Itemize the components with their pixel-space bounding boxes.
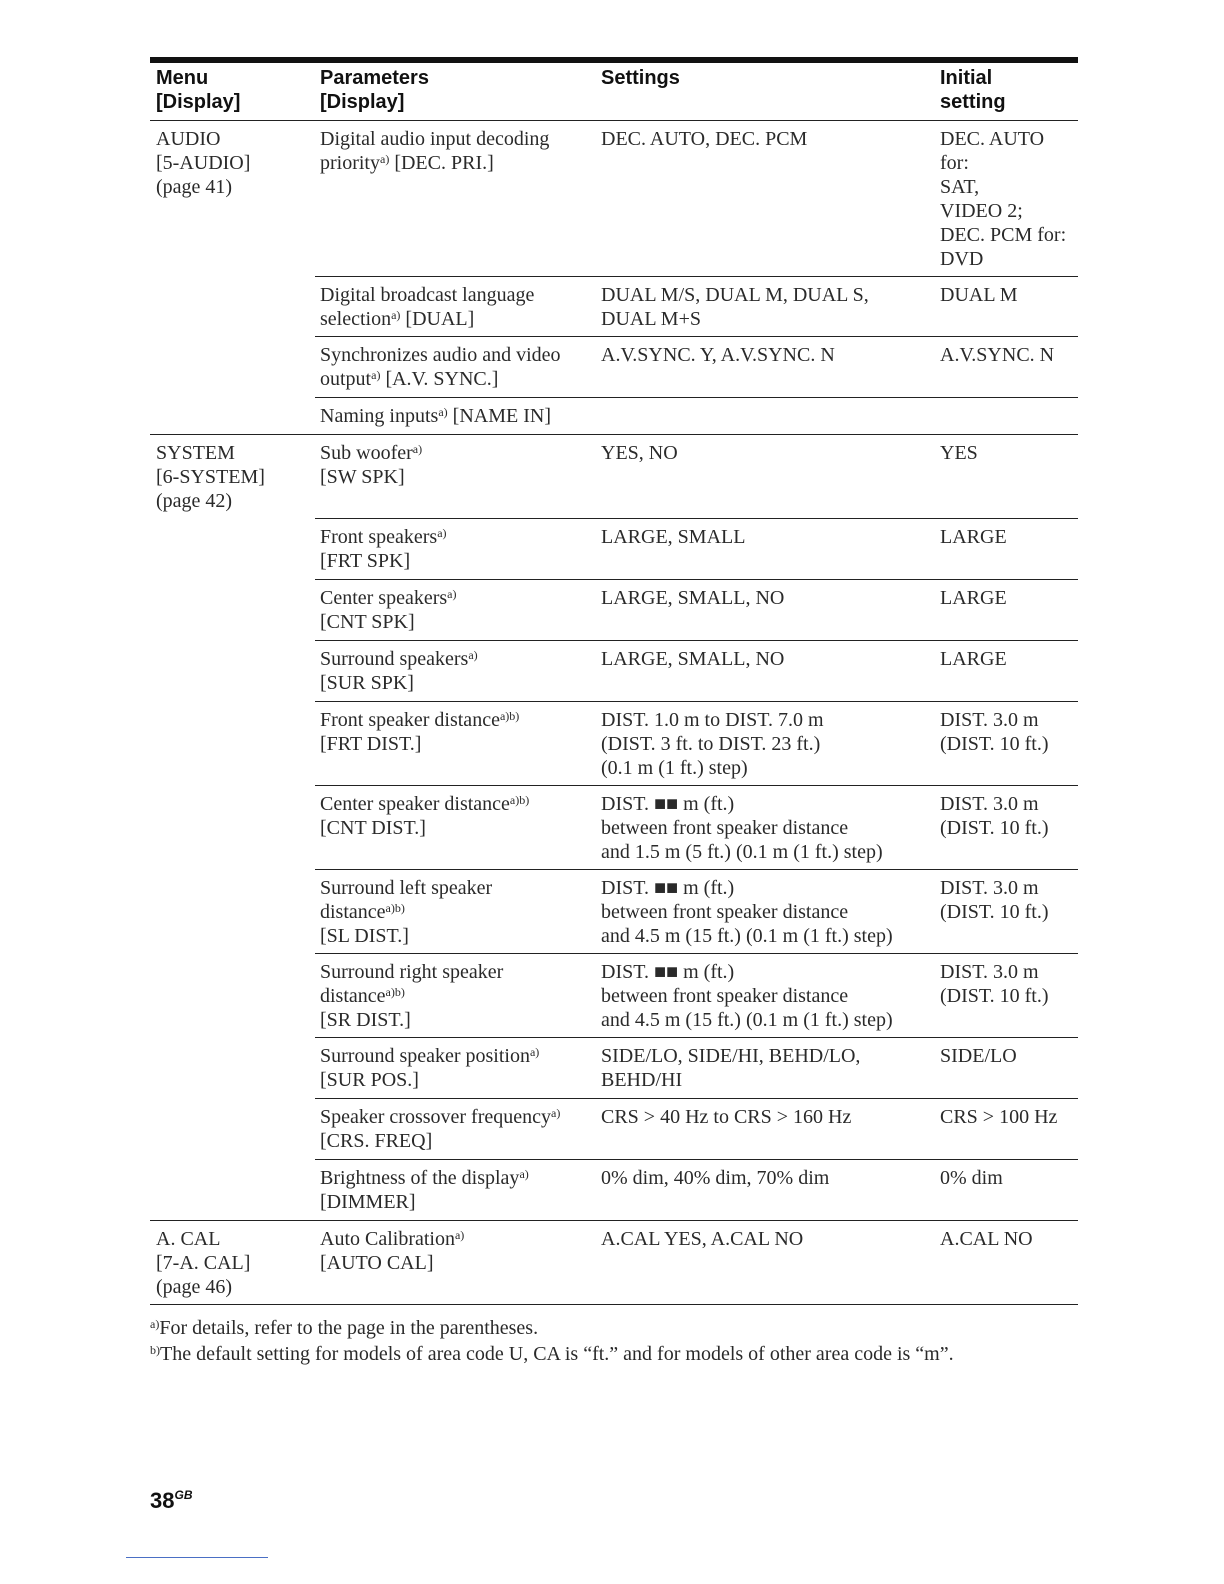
menu-cell bbox=[156, 441, 265, 513]
cell-line: [AUTO CAL] bbox=[320, 1252, 434, 1274]
cell-line: Auto Calibration$^{a)}$ bbox=[320, 1228, 465, 1250]
column-header bbox=[156, 66, 240, 114]
cell-line: DIST. ■■ m (ft.) bbox=[601, 877, 735, 899]
settings-cell bbox=[601, 525, 745, 549]
cell-line: Center speakers$^{a)}$ bbox=[320, 587, 457, 609]
cell-line: YES, NO bbox=[601, 442, 678, 464]
cell-line: [6-SYSTEM] bbox=[156, 466, 265, 488]
cell-line: SIDE/LO, SIDE/HI, BEHD/LO, bbox=[601, 1045, 861, 1067]
cell-line: distance$^{a)b)}$ bbox=[320, 985, 405, 1007]
column-header-line: Initial bbox=[940, 67, 993, 89]
initial-cell bbox=[940, 1166, 1003, 1190]
param-cell bbox=[320, 127, 549, 175]
column-header-line: [Display] bbox=[320, 91, 405, 113]
cell-line: LARGE bbox=[940, 526, 1007, 548]
cell-line: and 4.5 m (15 ft.) (0.1 m (1 ft.) step) bbox=[601, 925, 893, 947]
cell-line: for: bbox=[940, 152, 969, 174]
cell-line: (DIST. 3 ft. to DIST. 23 ft.) bbox=[601, 733, 821, 755]
row-divider bbox=[315, 276, 1078, 277]
cell-line: YES bbox=[940, 442, 978, 464]
row-divider bbox=[315, 640, 1078, 641]
cell-line: Center speaker distance$^{a)b)}$ bbox=[320, 793, 530, 815]
cell-line: Front speakers$^{a)}$ bbox=[320, 526, 447, 548]
cell-line: [SUR POS.] bbox=[320, 1069, 419, 1091]
column-header-line: Parameters bbox=[320, 67, 429, 89]
settings-cell bbox=[601, 343, 835, 367]
settings-cell bbox=[601, 1166, 829, 1190]
cell-line: [FRT DIST.] bbox=[320, 733, 422, 755]
param-cell bbox=[320, 1044, 539, 1092]
cell-line: DIST. 1.0 m to DIST. 7.0 m bbox=[601, 709, 824, 731]
initial-cell bbox=[940, 708, 1049, 756]
settings-cell bbox=[601, 127, 807, 151]
cell-line: Speaker crossover frequency$^{a)}$ bbox=[320, 1106, 561, 1128]
row-divider bbox=[315, 579, 1078, 580]
cell-line: CRS > 100 Hz bbox=[940, 1106, 1058, 1128]
cell-line: DEC. AUTO bbox=[940, 128, 1045, 150]
cell-line: between front speaker distance bbox=[601, 817, 849, 839]
cell-line: [SW SPK] bbox=[320, 466, 405, 488]
initial-cell bbox=[940, 127, 1066, 271]
column-header-line: [Display] bbox=[156, 91, 241, 113]
cell-line: SAT, bbox=[940, 176, 980, 198]
initial-cell bbox=[940, 647, 1007, 671]
cell-line: LARGE, SMALL bbox=[601, 526, 746, 548]
cell-line: distance$^{a)b)}$ bbox=[320, 901, 405, 923]
cell-line: between front speaker distance bbox=[601, 985, 849, 1007]
param-cell bbox=[320, 792, 529, 840]
cell-line: (DIST. 10 ft.) bbox=[940, 985, 1049, 1007]
header-rule bbox=[150, 120, 1078, 121]
cell-line: Synchronizes audio and video bbox=[320, 344, 561, 366]
cell-line: [5-AUDIO] bbox=[156, 152, 251, 174]
row-divider bbox=[315, 397, 1078, 398]
cell-line: (page 42) bbox=[156, 490, 233, 512]
row-divider bbox=[315, 336, 1078, 337]
cell-line: DIST. ■■ m (ft.) bbox=[601, 961, 735, 983]
cell-line: [FRT SPK] bbox=[320, 550, 411, 572]
row-divider bbox=[315, 518, 1078, 519]
cell-line: Digital audio input decoding bbox=[320, 128, 550, 150]
cell-line: [SR DIST.] bbox=[320, 1009, 411, 1031]
footnote: $^{b)}$The default setting for models of area code U, CA is “ft.” and for models of other area code is “m”. bbox=[150, 1343, 954, 1365]
param-cell bbox=[320, 1166, 529, 1214]
cell-line: Surround speaker position$^{a)}$ bbox=[320, 1045, 540, 1067]
cell-line: 0% dim, 40% dim, 70% dim bbox=[601, 1167, 830, 1189]
cell-line: Surround speakers$^{a)}$ bbox=[320, 648, 478, 670]
cell-line: (0.1 m (1 ft.) step) bbox=[601, 757, 748, 779]
settings-cell bbox=[601, 1044, 860, 1092]
cell-line: AUDIO bbox=[156, 128, 221, 150]
cell-line: [CRS. FREQ] bbox=[320, 1130, 433, 1152]
row-divider bbox=[315, 1098, 1078, 1099]
param-cell bbox=[320, 283, 534, 331]
cell-line: output$^{a)}$ [A.V. SYNC.] bbox=[320, 368, 499, 390]
column-header bbox=[320, 66, 429, 114]
cell-line: 0% dim bbox=[940, 1167, 1003, 1189]
row-divider bbox=[315, 1037, 1078, 1038]
bottom-link-line bbox=[126, 1557, 268, 1558]
cell-line: DEC. AUTO, DEC. PCM bbox=[601, 128, 808, 150]
initial-cell bbox=[940, 960, 1049, 1008]
param-cell bbox=[320, 441, 422, 489]
column-header-line: Settings bbox=[601, 67, 680, 89]
cell-line: between front speaker distance bbox=[601, 901, 849, 923]
initial-cell bbox=[940, 876, 1049, 924]
column-header-line: setting bbox=[940, 91, 1006, 113]
cell-line: DIST. 3.0 m bbox=[940, 961, 1039, 983]
row-divider bbox=[150, 434, 1078, 435]
initial-cell bbox=[940, 283, 1018, 307]
cell-line: LARGE, SMALL, NO bbox=[601, 648, 785, 670]
table-top-rule bbox=[150, 57, 1078, 63]
page-number-suffix: GB bbox=[174, 1488, 193, 1502]
row-divider bbox=[315, 1159, 1078, 1160]
row-divider bbox=[315, 869, 1078, 870]
cell-line: SYSTEM bbox=[156, 442, 235, 464]
settings-cell bbox=[601, 283, 869, 331]
param-cell bbox=[320, 1105, 560, 1153]
row-divider bbox=[315, 953, 1078, 954]
settings-cell bbox=[601, 876, 893, 948]
cell-line: SIDE/LO bbox=[940, 1045, 1017, 1067]
cell-line: DIST. 3.0 m bbox=[940, 709, 1039, 731]
cell-line: Sub woofer$^{a)}$ bbox=[320, 442, 423, 464]
settings-cell bbox=[601, 1105, 851, 1129]
cell-line: [SL DIST.] bbox=[320, 925, 409, 947]
param-cell bbox=[320, 876, 492, 948]
cell-line: DIST. 3.0 m bbox=[940, 877, 1039, 899]
cell-line: (page 46) bbox=[156, 1276, 233, 1298]
initial-cell bbox=[940, 525, 1007, 549]
initial-cell bbox=[940, 1227, 1033, 1251]
settings-cell bbox=[601, 792, 883, 864]
cell-line: LARGE bbox=[940, 587, 1007, 609]
param-cell bbox=[320, 525, 447, 573]
settings-cell bbox=[601, 647, 784, 671]
cell-line: [CNT DIST.] bbox=[320, 817, 426, 839]
cell-line: [SUR SPK] bbox=[320, 672, 414, 694]
cell-line: and 4.5 m (15 ft.) (0.1 m (1 ft.) step) bbox=[601, 1009, 893, 1031]
cell-line: [DIMMER] bbox=[320, 1191, 416, 1213]
cell-line: DIST. 3.0 m bbox=[940, 793, 1039, 815]
row-divider bbox=[315, 785, 1078, 786]
initial-cell bbox=[940, 1105, 1057, 1129]
cell-line: A.CAL YES, A.CAL NO bbox=[601, 1228, 804, 1250]
cell-line: DIST. ■■ m (ft.) bbox=[601, 793, 735, 815]
settings-cell bbox=[601, 708, 824, 780]
cell-line: Naming inputs$^{a)}$ [NAME IN] bbox=[320, 405, 551, 427]
param-cell bbox=[320, 708, 519, 756]
cell-line: A.V.SYNC. N bbox=[940, 344, 1055, 366]
column-header-line: Menu bbox=[156, 67, 209, 89]
cell-line: DVD bbox=[940, 248, 984, 270]
cell-line: DUAL M bbox=[940, 284, 1018, 306]
cell-line: A.V.SYNC. Y, A.V.SYNC. N bbox=[601, 344, 835, 366]
cell-line: A.CAL NO bbox=[940, 1228, 1033, 1250]
cell-line: CRS > 40 Hz to CRS > 160 Hz bbox=[601, 1106, 852, 1128]
cell-line: DUAL M/S, DUAL M, DUAL S, bbox=[601, 284, 869, 306]
initial-cell bbox=[940, 441, 978, 465]
initial-cell bbox=[940, 1044, 1017, 1068]
cell-line: VIDEO 2; bbox=[940, 200, 1023, 222]
initial-cell bbox=[940, 586, 1007, 610]
cell-line: LARGE, SMALL, NO bbox=[601, 587, 785, 609]
initial-cell bbox=[940, 343, 1054, 367]
settings-cell bbox=[601, 1227, 803, 1251]
column-header bbox=[940, 66, 1006, 114]
cell-line: A. CAL bbox=[156, 1228, 221, 1250]
cell-line: (page 41) bbox=[156, 176, 233, 198]
column-header bbox=[601, 66, 680, 90]
param-cell bbox=[320, 343, 561, 391]
cell-line: priority$^{a)}$ [DEC. PRI.] bbox=[320, 152, 494, 174]
param-cell bbox=[320, 586, 457, 634]
menu-cell bbox=[156, 1227, 250, 1299]
cell-line: [CNT SPK] bbox=[320, 611, 415, 633]
param-cell bbox=[320, 960, 503, 1032]
cell-line: DUAL M+S bbox=[601, 308, 701, 330]
param-cell bbox=[320, 1227, 464, 1275]
settings-cell bbox=[601, 960, 893, 1032]
param-cell bbox=[320, 647, 478, 695]
initial-cell bbox=[940, 792, 1049, 840]
param-cell bbox=[320, 404, 551, 428]
row-divider bbox=[150, 1220, 1078, 1221]
table-bottom-rule bbox=[150, 1304, 1078, 1305]
cell-line: LARGE bbox=[940, 648, 1007, 670]
cell-line: Front speaker distance$^{a)b)}$ bbox=[320, 709, 520, 731]
menu-cell bbox=[156, 127, 250, 199]
cell-line: BEHD/HI bbox=[601, 1069, 683, 1091]
cell-line: Surround left speaker bbox=[320, 877, 493, 899]
cell-line: Digital broadcast language bbox=[320, 284, 535, 306]
footnote: $^{a)}$For details, refer to the page in the parentheses. bbox=[150, 1317, 539, 1339]
cell-line: DEC. PCM for: bbox=[940, 224, 1067, 246]
settings-cell bbox=[601, 586, 784, 610]
cell-line: selection$^{a)}$ [DUAL] bbox=[320, 308, 475, 330]
cell-line: (DIST. 10 ft.) bbox=[940, 817, 1049, 839]
cell-line: Surround right speaker bbox=[320, 961, 504, 983]
cell-line: Brightness of the display$^{a)}$ bbox=[320, 1167, 529, 1189]
page-number: $38^{GB}$ bbox=[150, 1488, 193, 1513]
cell-line: [7-A. CAL] bbox=[156, 1252, 251, 1274]
cell-line: (DIST. 10 ft.) bbox=[940, 733, 1049, 755]
cell-line: (DIST. 10 ft.) bbox=[940, 901, 1049, 923]
cell-line: and 1.5 m (5 ft.) (0.1 m (1 ft.) step) bbox=[601, 841, 883, 863]
row-divider bbox=[315, 701, 1078, 702]
settings-cell bbox=[601, 441, 678, 465]
